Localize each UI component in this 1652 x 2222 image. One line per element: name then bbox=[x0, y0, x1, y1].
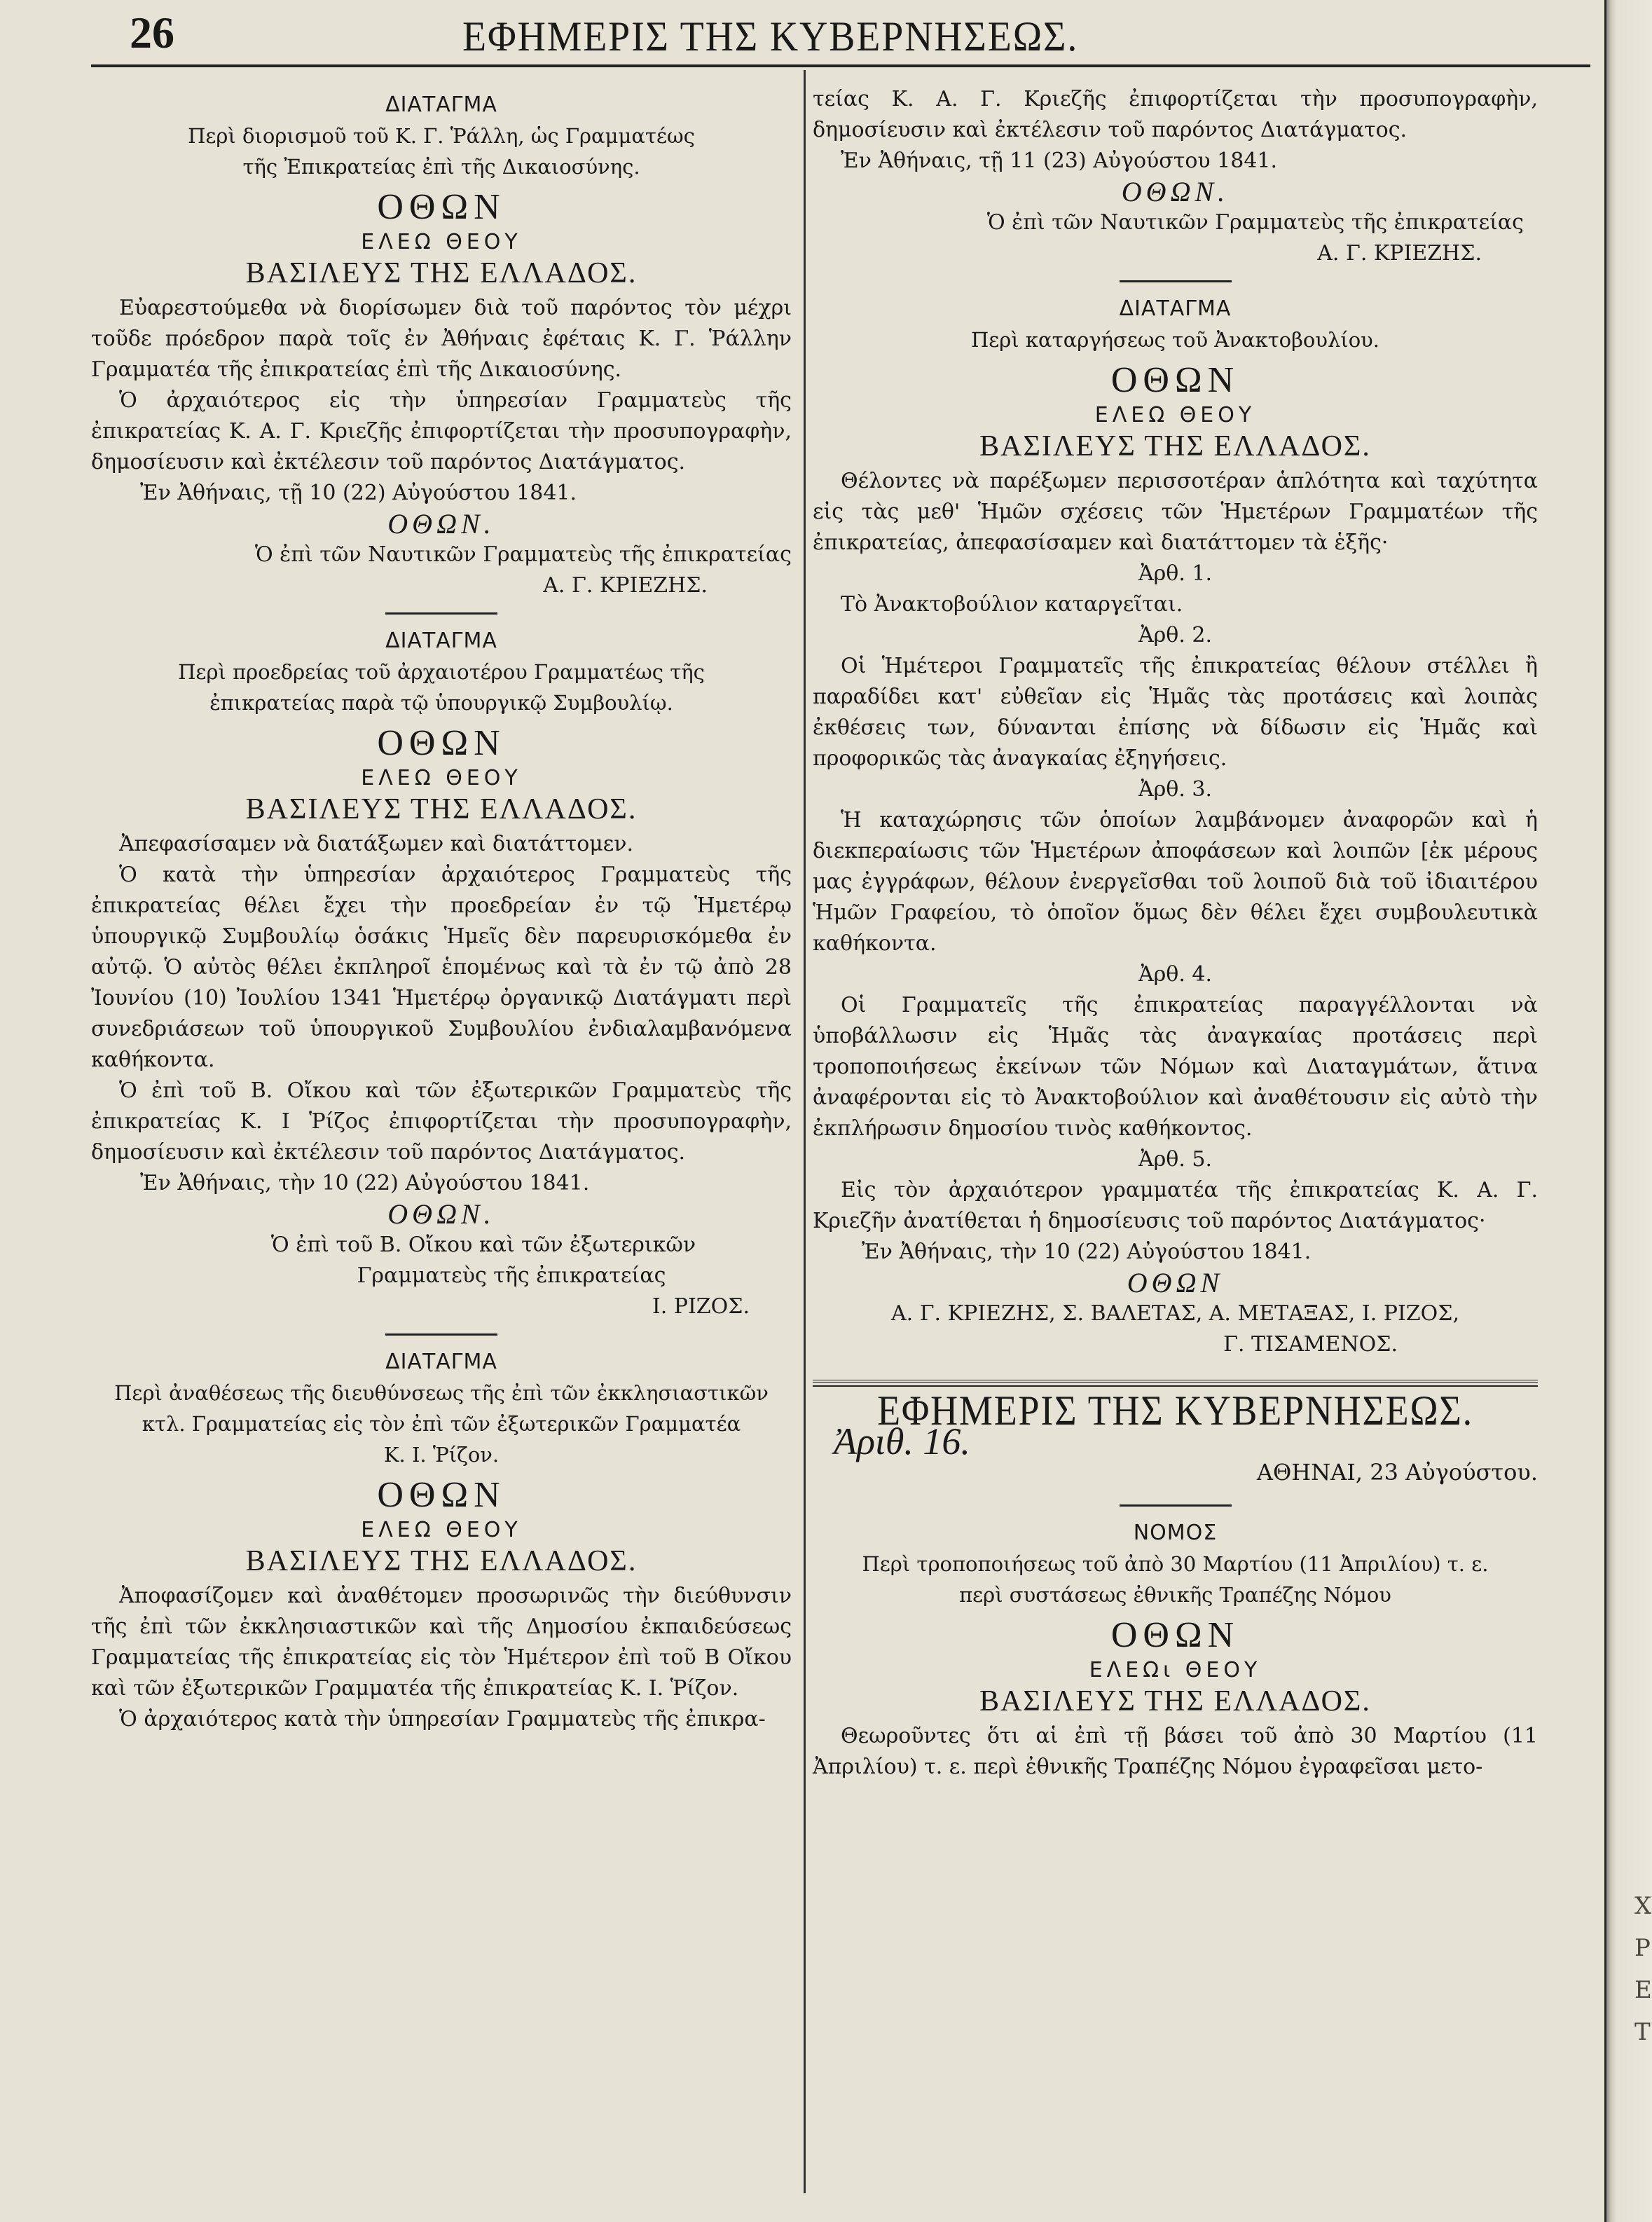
grace-of-god: ΕΛΕΩ ΘΕΟΥ bbox=[361, 766, 522, 790]
page-number: 26 bbox=[130, 8, 174, 57]
king-title: ΒΑΣΙΛΕΥΣ ΤΗΣ ΕΛΛΑΔΟΣ. bbox=[979, 430, 1371, 462]
separator-rule bbox=[385, 1333, 497, 1336]
decree-body: Ὁ κατὰ τὴν ὑπηρεσίαν ἀρχαιότερος Γραμματεὺς τῆς ἐπικρατείας θέλει ἔχει τὴν προεδρείαν ἐν τῷ Ἡμετέρῳ ὑπουργικῷ Συμβουλίῳ ὁσάκις Ἡμεῖς δὲν παρευρισκόμεθα ἐν αὐτῷ. Ὁ αὐτὸς θέλει ἐκπληροῖ ἑπομένως καὶ τὰ ἐν τῷ ἀπὸ 28 Ἰουνίου (10) Ἰουλίου 1341 Ἡμετέρῳ ὀργανικῷ Διατάγματι περὶ συνεδριάσεων τοῦ ὑπουργικοῦ Συμβουλίου ἐνδιαλαμβανόμενα καθήκοντα. bbox=[91, 863, 792, 1072]
decree-body: Ἀπεφασίσαμεν νὰ διατάξωμεν καὶ διατάττομεν. bbox=[119, 832, 634, 856]
decree-date: Ἐν Ἀθήναις, τῇ 11 (23) Αὐγούστου 1841. bbox=[841, 149, 1278, 173]
king-signature: ΟΘΩΝ bbox=[1127, 1267, 1224, 1298]
countersign-name: Α. Γ. ΚΡΙΕΖΗΣ. bbox=[543, 573, 708, 598]
king-title: ΒΑΣΙΛΕΥΣ ΤΗΣ ΕΛΛΑΔΟΣ. bbox=[979, 1685, 1371, 1717]
king-title: ΒΑΣΙΛΕΥΣ ΤΗΣ ΕΛΛΑΔΟΣ. bbox=[245, 793, 638, 825]
king-name: ΟΘΩΝ bbox=[377, 187, 506, 227]
countersign: Ὁ ἐπὶ τῶν Ναυτικῶν Γραμματεὺς τῆς ἐπικρατείας bbox=[986, 210, 1524, 235]
edge-fragment: Ε bbox=[1634, 1976, 1652, 2004]
decree-privy-council bbox=[813, 294, 1538, 1360]
issue-masthead: ΕΦΗΜΕΡΙΣ ΤΗΣ ΚΥΒΕΡΝΗΣΕΩΣ. bbox=[877, 1387, 1473, 1434]
king-name: ΟΘΩΝ bbox=[377, 723, 506, 763]
decree-date: Ἐν Ἀθήναις, τὴν 10 (22) Αὐγούστου 1841. bbox=[862, 1240, 1312, 1264]
decree-date: Ἐν Ἀθήναις, τὴν 10 (22) Αὐγούστου 1841. bbox=[140, 1171, 590, 1195]
masthead: ΕΦΗΜΕΡΙΣ ΤΗΣ ΚΥΒΕΡΝΗΣΕΩΣ. bbox=[462, 13, 1079, 60]
decree-subtitle: κτλ. Γραμματείας εἰς τὸν ἐπὶ τῶν ἐξωτερικῶν Γραμματέα bbox=[142, 1412, 741, 1436]
law-title: ΝΟΜΟΣ bbox=[1133, 1521, 1218, 1545]
king-title: ΒΑΣΙΛΕΥΣ ΤΗΣ ΕΛΛΑΔΟΣ. bbox=[245, 257, 638, 289]
article-text: Οἱ Ἡμέτεροι Γραμματεῖς τῆς ἐπικρατείας θέλουν στέλλει ἢ παραδίδει κατ' εὐθεῖαν εἰς Ἡμᾶς τὰς προτάσεις καὶ λοιπὰς ἐκθέσεις των, δύνανται ἐπίσης νὰ δίδωσιν εἰς Ἡμᾶς καὶ προφορικῶς τὰς ἀναγκαίας ἐξηγήσεις. bbox=[813, 654, 1538, 771]
column-divider bbox=[804, 70, 806, 2193]
edge-fragment: Χ bbox=[1634, 1892, 1652, 1920]
countersign-name: Ι. ΡΙΖΟΣ. bbox=[652, 1294, 750, 1319]
king-signature: ΟΘΩΝ. bbox=[387, 508, 495, 540]
edge-fragment: Τ bbox=[1634, 2018, 1651, 2046]
left-column bbox=[91, 84, 792, 1735]
article-text: Ἡ καταχώρησις τῶν ὁποίων λαμβάνομεν ἀναφορῶν καὶ ἡ διεκπεραίωσις τῶν Ἡμετέρων ἀποφάσεων καὶ λοιπῶν [ἐκ μέρους μας ἐγγράφων, θέλουν ἐνεργεῖσθαι τοῦ λοιποῦ διὰ τοῦ ἰδιαιτέρου Ἡμῶν Γραφείου, τὸ ὁποῖον ὅμως δὲν θέλει ἔχει συμβουλευτικὰ καθήκοντα. bbox=[813, 808, 1538, 956]
decree-body: Ὁ ἀρχαιότερος κατὰ τὴν ὑπηρεσίαν Γραμματεὺς τῆς ἐπικρα- bbox=[119, 1707, 766, 1731]
king-signature: ΟΘΩΝ. bbox=[1121, 176, 1230, 207]
decree-subtitle: Περὶ καταργήσεως τοῦ Ἀνακτοβουλίου. bbox=[970, 328, 1380, 352]
countersign-name: Α. Γ. ΚΡΙΕΖΗΣ. bbox=[1317, 241, 1482, 266]
decree-subtitle: Περὶ ἀναθέσεως τῆς διευθύνσεως τῆς ἐπὶ τῶν ἐκκλησιαστικῶν bbox=[114, 1381, 769, 1405]
law-subtitle: Περὶ τροποποιήσεως τοῦ ἀπὸ 30 Μαρτίου (11 Ἀπριλίου) τ. ε. bbox=[862, 1552, 1489, 1576]
decree-subtitle: ἐπικρατείας παρὰ τῷ ὑπουργικῷ Συμβουλίῳ. bbox=[209, 691, 673, 715]
issue-number: Ἀριθ. 16. bbox=[834, 1420, 970, 1462]
page-header bbox=[130, 7, 1461, 63]
article-label: Ἀρθ. 4. bbox=[1138, 962, 1213, 987]
article-text: Τὸ Ἀνακτοβούλιον καταργεῖται. bbox=[841, 592, 1183, 617]
decree-ecclesiastical bbox=[91, 1347, 792, 1735]
article-label: Ἀρθ. 2. bbox=[1138, 623, 1213, 647]
countersign: Α. Γ. ΚΡΙΕΖΗΣ, Σ. ΒΑΛΕΤΑΣ, Α. ΜΕΤΑΞΑΣ, Ι. ΡΙΖΟΣ, bbox=[890, 1301, 1459, 1326]
edge-fragment: Ρ bbox=[1634, 1934, 1651, 1962]
article-text: Εἰς τὸν ἀρχαιότερον γραμματέα τῆς ἐπικρατείας Κ. Α. Γ. Κριεζῆν ἀνατίθεται ἡ δημοσίευσις τοῦ παρόντος Διατάγματος· bbox=[813, 1178, 1538, 1233]
decree-body: τείας Κ. Α. Γ. Κριεζῆς ἐπιφορτίζεται τὴν προσυπογραφὴν, δημοσίευσιν καὶ ἐκτέλεσιν τοῦ παρόντος Διατάγματος. bbox=[813, 87, 1538, 142]
decree-continuation bbox=[813, 84, 1538, 282]
decree-title: ΔΙΑΤΑΓΜΑ bbox=[385, 629, 497, 653]
article-text: Οἱ Γραμματεῖς τῆς ἐπικρατείας παραγγέλλονται νὰ ὑποβάλλωσιν εἰς Ἡμᾶς τὰς ἀναγκαίας προτάσεις περὶ τροποποιήσεως ἐκείνων τῶν Νόμων καὶ Διαταγμάτων, ἅτινα ἀναφέρονται εἰς τὸ Ἀνακτοβούλιον καὶ ἀναθέτουσιν εἰς αὐτὸ τὴν ἐκπλήρωσιν δημοσίου τινὸς καθήκοντος. bbox=[813, 993, 1538, 1141]
article-label: Ἀρθ. 1. bbox=[1138, 561, 1213, 586]
grace-of-god: ΕΛΕΩ ΘΕΟΥ bbox=[361, 1518, 522, 1542]
decree-subtitle: Περὶ προεδρείας τοῦ ἀρχαιοτέρου Γραμματέως τῆς bbox=[178, 660, 705, 684]
king-title: ΒΑΣΙΛΕΥΣ ΤΗΣ ΕΛΛΑΔΟΣ. bbox=[245, 1545, 638, 1577]
header-rule bbox=[91, 64, 1590, 67]
decree-subtitle: Κ. Ι. Ῥίζον. bbox=[383, 1443, 500, 1467]
grace-of-god: ΕΛΕΩ ΘΕΟΥ bbox=[361, 230, 522, 254]
decree-ralli bbox=[91, 90, 792, 615]
right-column bbox=[813, 84, 1538, 1783]
king-signature: ΟΘΩΝ. bbox=[387, 1198, 495, 1230]
law-body: Θεωροῦντες ὅτι αἱ ἐπὶ τῇ βάσει τοῦ ἀπὸ 30 Μαρτίου (11 Ἀπριλίου) τ. ε. περὶ ἐθνικῆς Τραπέζης Νόμου ἐγραφεῖσαι μετο- bbox=[813, 1724, 1538, 1779]
king-name: ΟΘΩΝ bbox=[377, 1475, 506, 1515]
article-label: Ἀρθ. 3. bbox=[1138, 777, 1213, 802]
countersign: Γραμματεὺς τῆς ἐπικρατείας bbox=[357, 1263, 666, 1288]
issue-header bbox=[813, 1387, 1538, 1507]
decree-title: ΔΙΑΤΑΓΜΑ bbox=[385, 1350, 497, 1374]
countersign-name: Γ. ΤΙΣΑΜΕΝΟΣ. bbox=[1223, 1332, 1398, 1357]
decree-body: Ὁ ἀρχαιότερος εἰς τὴν ὑπηρεσίαν Γραμματεὺς τῆς ἐπικρατείας Κ. Α. Γ. Κριεζῆς ἐπιφορτίζεται τὴν προσυπογραφὴν, δημοσίευσιν καὶ ἐκτέλεσιν τοῦ παρόντος Διατάγματος. bbox=[91, 388, 792, 474]
decree-title: ΔΙΑΤΑΓΜΑ bbox=[385, 92, 497, 117]
separator-rule bbox=[385, 612, 497, 615]
facing-page-edge bbox=[1604, 0, 1652, 2222]
decree-body: Εὐαρεστούμεθα νὰ διορίσωμεν διὰ τοῦ παρόντος τὸν μέχρι τοῦδε πρόεδρον παρὰ τοῖς ἐν Ἀθήναις ἐφέταις Κ. Γ. Ῥάλλην Γραμματέα τῆς ἐπικρατείας ἐπὶ τῆς Δικαιοσύνης. bbox=[91, 296, 792, 382]
grace-of-god: ΕΛΕΩι ΘΕΟΥ bbox=[1089, 1658, 1262, 1682]
decree-body: Ὁ ἐπὶ τοῦ Β. Οἴκου καὶ τῶν ἐξωτερικῶν Γραμματεὺς τῆς ἐπικρατείας Κ. Ι Ῥίζος ἐπιφορτίζεται τὴν προσυπογραφὴν, δημοσίευσιν καὶ ἐκτέλεσιν τοῦ παρόντος Διατάγματος. bbox=[91, 1078, 792, 1165]
issue-dateline: ΑΘΗΝΑΙ, 23 Αὐγούστου. bbox=[1256, 1459, 1538, 1486]
decree-preamble: Θέλοντες νὰ παρέξωμεν περισσοτέραν ἁπλότητα καὶ ταχύτητα εἰς τὰς μεθ' Ἡμῶν σχέσεις τῶν Ἡμετέρων Γραμματέων τῆς ἐπικρατείας, ἀπεφασίσαμεν καὶ διατάττομεν τὰ ἑξῆς· bbox=[813, 469, 1538, 555]
decree-presidency bbox=[91, 626, 792, 1336]
decree-date: Ἐν Ἀθήναις, τῇ 10 (22) Αὐγούστου 1841. bbox=[140, 481, 577, 505]
countersign: Ὁ ἐπὶ τοῦ Β. Οἴκου καὶ τῶν ἐξωτερικῶν bbox=[270, 1233, 696, 1257]
decree-subtitle: Περὶ διορισμοῦ τοῦ Κ. Γ. Ῥάλλη, ὡς Γραμματέως bbox=[188, 124, 695, 148]
king-name: ΟΘΩΝ bbox=[1110, 1615, 1240, 1655]
law-subtitle: περὶ συστάσεως ἐθνικῆς Τραπέζης Νόμου bbox=[959, 1583, 1391, 1607]
separator-rule bbox=[1120, 1504, 1232, 1507]
decree-subtitle: τῆς Ἐπικρατείας ἐπὶ τῆς Δικαιοσύνης. bbox=[242, 155, 640, 179]
separator-rule bbox=[1120, 280, 1232, 282]
article-label: Ἀρθ. 5. bbox=[1138, 1147, 1213, 1172]
section-rule bbox=[813, 1380, 1538, 1387]
king-name: ΟΘΩΝ bbox=[1110, 360, 1240, 400]
countersign: Ὁ ἐπὶ τῶν Ναυτικῶν Γραμματεὺς τῆς ἐπικρατείας bbox=[254, 542, 792, 567]
grace-of-god: ΕΛΕΩ ΘΕΟΥ bbox=[1094, 403, 1256, 427]
law-bank bbox=[813, 1518, 1538, 1783]
decree-body: Ἀποφασίζομεν καὶ ἀναθέτομεν προσωρινῶς τὴν διεύθυνσιν τῆς ἐπὶ τῶν ἐκκλησιαστικῶν καὶ τῆς Δημοσίου ἐκπαιδεύσεως Γραμματείας τῆς ἐπικρατείας εἰς τὸν Ἡμέτερον ἐπὶ τοῦ Β Οἴκου καὶ τῶν ἐξωτερικῶν Γραμματέα τῆς ἐπικρατείας Κ. Ι. Ῥίζον. bbox=[91, 1584, 792, 1701]
decree-title: ΔΙΑΤΑΓΜΑ bbox=[1119, 296, 1232, 321]
